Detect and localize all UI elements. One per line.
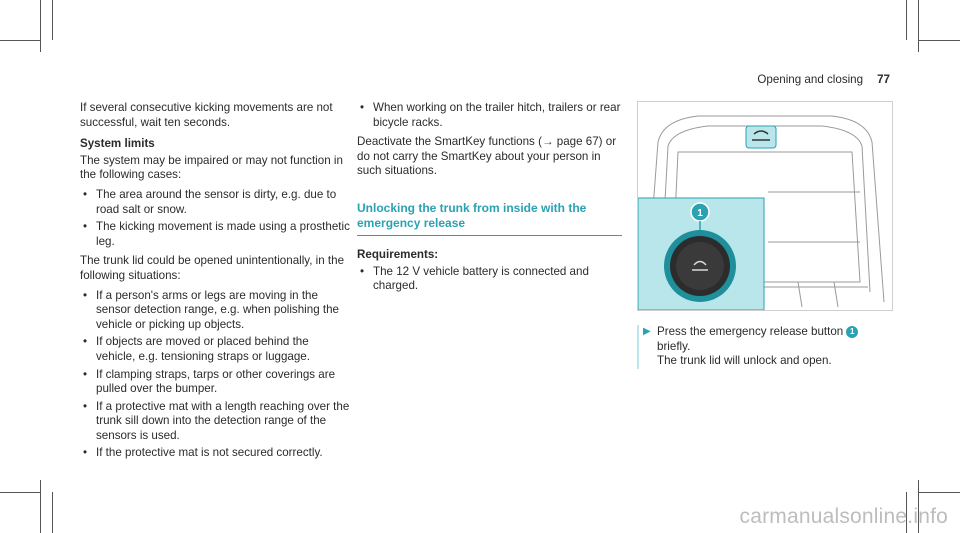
section-title: Opening and closing: [757, 73, 864, 86]
column-2: [357, 101, 622, 299]
watermark: carmanualsonline.info: [739, 505, 948, 529]
trunk-illustration: [637, 101, 893, 311]
column-3: [637, 101, 893, 369]
section-heading: Unlocking the trunk from inside with the emergency release: [357, 201, 622, 236]
list-item: • The area around the sensor is dirty, e.g. due to road salt or snow.: [80, 188, 350, 217]
column-1: [80, 101, 350, 466]
crop-mark: [906, 0, 907, 40]
situations-list: [80, 289, 350, 462]
step-text: Press the emergency release button: [657, 325, 844, 338]
list-item: • The kicking movement is made using a prosthetic leg.: [80, 220, 350, 249]
crop-mark: [40, 0, 41, 52]
system-limits-intro: The system may be impaired or may not function in the following cases:: [80, 153, 343, 182]
crop-mark: [0, 40, 40, 41]
crop-mark: [918, 40, 960, 41]
trunk-drawing: [638, 102, 892, 310]
system-limits-heading: System limits: [80, 137, 155, 151]
list-item: • When working on the trailer hitch, trailers or rear bicycle racks.: [357, 101, 622, 130]
page-number: 77: [877, 73, 890, 86]
crop-mark: [918, 0, 919, 52]
list-item: • If a protective mat with a length reaching over the trunk sill down into the detection range of the sensors is used.: [80, 400, 350, 444]
crop-mark: [918, 492, 960, 493]
deactivate-paragraph: Deactivate the SmartKey functions (→ page 67) or do not carry the SmartKey about your person in such situations.: [357, 135, 617, 178]
list-item: • If objects are moved or placed behind the vehicle, e.g. tensioning straps or luggage.: [80, 335, 350, 364]
crop-mark: [0, 492, 40, 493]
callout-label: 1: [697, 208, 703, 219]
instruction-step: [637, 325, 893, 369]
intro-paragraph: If several consecutive kicking movements are not successful, wait ten seconds.: [80, 101, 333, 129]
list-item: • If the protective mat is not secured correctly.: [80, 446, 350, 461]
step-text-line: [657, 325, 893, 340]
button-callout-badge: 1: [846, 326, 858, 338]
unintentional-intro: The trunk lid could be opened unintentionally, in the following situations:: [80, 254, 345, 282]
requirements-heading: Requirements:: [357, 247, 439, 261]
crop-mark: [52, 492, 53, 533]
page-header: [757, 73, 890, 88]
requirements-list: [357, 265, 622, 294]
step-text-line: briefly.: [657, 339, 691, 353]
cases-list: [80, 188, 350, 249]
list-item: • The 12 V vehicle battery is connected and charged.: [357, 265, 622, 294]
crop-mark: [52, 0, 53, 40]
situations-list-cont: [357, 101, 622, 130]
crop-mark: [40, 480, 41, 533]
step-result: The trunk lid will unlock and open.: [657, 354, 832, 368]
list-item: • If clamping straps, tarps or other coverings are pulled over the bumper.: [80, 368, 350, 397]
step-arrow-icon: ▶: [643, 326, 651, 337]
list-item: • If a person's arms or legs are moving in the sensor detection range, e.g. when polishing the vehicle or picking up objects.: [80, 289, 350, 333]
